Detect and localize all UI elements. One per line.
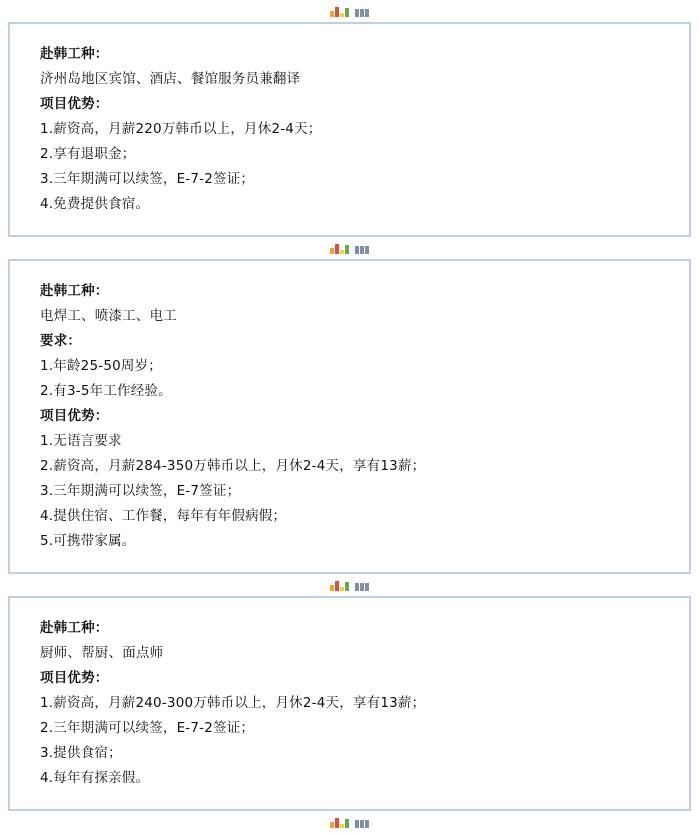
color-bar (355, 9, 359, 17)
color-bar (360, 583, 364, 591)
color-bars-icon (330, 579, 369, 591)
color-bar (330, 248, 334, 254)
text-line: 4.每年有探亲假。 (40, 770, 150, 786)
text-line: 2.有3-5年工作经验。 (40, 383, 172, 399)
card-content (34, 275, 665, 556)
color-bar (340, 824, 344, 828)
color-bar (365, 820, 369, 828)
section-heading: 项目优势： (40, 96, 109, 112)
section-separator (0, 237, 699, 259)
color-bar (340, 13, 344, 17)
section-heading: 赴韩工种： (40, 620, 109, 636)
color-bar (330, 11, 334, 17)
section-heading: 要求： (40, 333, 82, 349)
color-bar (340, 587, 344, 591)
color-bars-icon (330, 816, 369, 828)
section-heading: 项目优势： (40, 408, 109, 424)
section-separator (0, 0, 699, 22)
text-line: 1.薪资高，月薪220万韩币以上，月休2-4天； (40, 121, 322, 137)
color-bar (335, 244, 339, 254)
section-heading: 项目优势： (40, 670, 109, 686)
card-chef-cook-pastry (8, 596, 691, 811)
color-bar (365, 583, 369, 591)
color-bar (335, 581, 339, 591)
color-bar (360, 9, 364, 17)
section-heading: 赴韩工种： (40, 283, 109, 299)
color-bars-icon (330, 5, 369, 17)
color-bar (360, 820, 364, 828)
text-line: 2.薪资高，月薪284-350万韩币以上，月休2-4天，享有13薪； (40, 458, 426, 474)
card-service-staff (8, 22, 691, 237)
section-separator (0, 574, 699, 596)
section-separator (0, 811, 699, 833)
text-line: 3.三年期满可以续签，E-7-2签证； (40, 171, 255, 187)
text-line: 1.薪资高，月薪240-300万韩币以上，月休2-4天，享有13薪； (40, 695, 426, 711)
text-line: 厨师、帮厨、面点师 (40, 645, 164, 661)
color-bar (330, 585, 334, 591)
color-bar (355, 820, 359, 828)
color-bar (365, 246, 369, 254)
color-bars-icon (330, 242, 369, 254)
text-line: 3.提供食宿； (40, 745, 122, 761)
color-bar (335, 818, 339, 828)
color-bar (345, 819, 349, 828)
color-bar (345, 8, 349, 17)
color-bar (360, 246, 364, 254)
text-line: 电焊工、喷漆工、电工 (40, 308, 177, 324)
card-welder-painter-electrician (8, 259, 691, 574)
text-line: 1.无语言要求 (40, 433, 122, 449)
card-content (34, 612, 665, 793)
color-bar (335, 7, 339, 17)
color-bar (345, 582, 349, 591)
color-bar (345, 245, 349, 254)
color-bar (330, 822, 334, 828)
text-line: 济州岛地区宾馆、酒店、餐馆服务员兼翻译 (40, 71, 301, 87)
color-bar (365, 9, 369, 17)
card-content (34, 38, 665, 219)
text-line: 1.年龄25-50周岁； (40, 358, 163, 374)
text-line: 5.可携带家属。 (40, 533, 136, 549)
section-heading: 赴韩工种： (40, 46, 109, 62)
text-line: 3.三年期满可以续签，E-7签证； (40, 483, 241, 499)
text-line: 2.三年期满可以续签，E-7-2签证； (40, 720, 255, 736)
color-bar (355, 246, 359, 254)
color-bar (340, 250, 344, 254)
text-line: 4.提供住宿、工作餐，每年有年假病假； (40, 508, 287, 524)
text-line: 2.享有退职金； (40, 146, 136, 162)
text-line: 4.免费提供食宿。 (40, 196, 150, 212)
color-bar (355, 583, 359, 591)
